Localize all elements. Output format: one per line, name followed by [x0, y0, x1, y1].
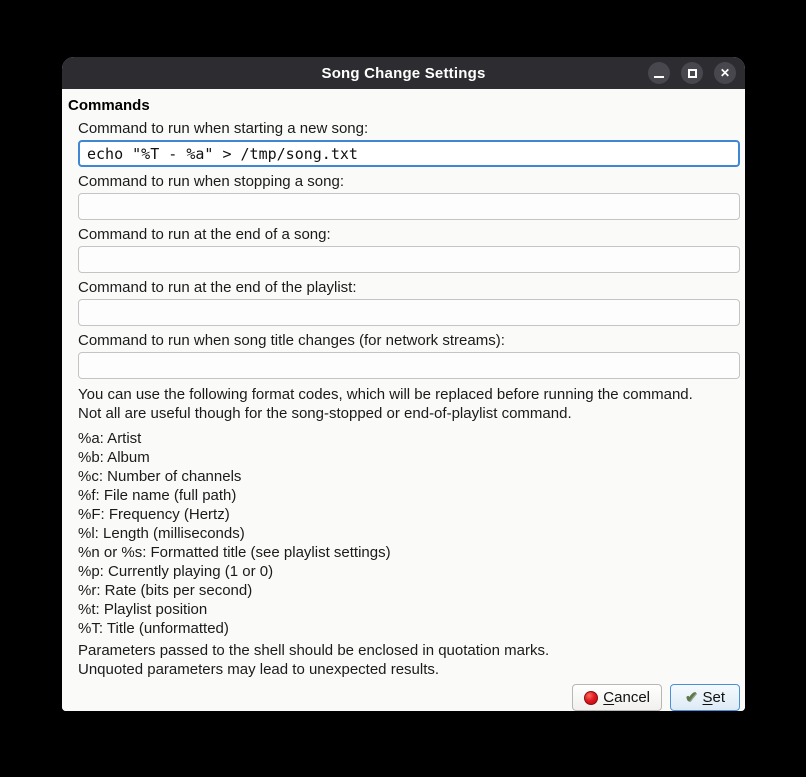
format-code-item: %r: Rate (bits per second) — [78, 582, 253, 599]
maximize-button[interactable] — [681, 62, 703, 84]
shell-quoting-warning — [78, 641, 740, 679]
fields-container — [78, 120, 740, 711]
input-title-change-command[interactable] — [78, 352, 740, 379]
titlebar[interactable] — [62, 57, 745, 89]
field-group-end-of-playlist — [78, 279, 740, 326]
field-group-end-of-song — [78, 226, 740, 273]
field-group-stop-song — [78, 173, 740, 220]
field-group-start-song — [78, 120, 740, 167]
input-end-of-playlist-command[interactable] — [78, 299, 740, 326]
close-button[interactable] — [714, 62, 736, 84]
label-start-song: Command to run when starting a new song: — [78, 120, 369, 137]
format-code-item: %t: Playlist position — [78, 601, 208, 618]
format-code-item: %c: Number of channels — [78, 468, 242, 485]
format-code-item: %l: Length (milliseconds) — [78, 525, 245, 542]
check-icon: ✔ — [684, 689, 698, 706]
dialog-content — [62, 89, 745, 711]
input-start-song-command[interactable] — [78, 140, 740, 167]
close-icon: ✕ — [719, 66, 731, 80]
minimize-icon — [654, 76, 664, 78]
field-group-title-change — [78, 332, 740, 379]
set-button-label: Set — [702, 689, 726, 706]
input-stop-song-command[interactable] — [78, 193, 740, 220]
input-end-of-song-command[interactable] — [78, 246, 740, 273]
set-button[interactable] — [670, 684, 740, 711]
minimize-button[interactable] — [648, 62, 670, 84]
label-title-change: Command to run when song title changes (for network streams): — [78, 332, 505, 349]
shell-quoting-warning-line1: Parameters passed to the shell should be enclosed in quotation marks. — [78, 642, 550, 659]
label-end-of-song: Command to run at the end of a song: — [78, 226, 331, 243]
format-codes-intro-line2: Not all are useful though for the song-stopped or end-of-playlist command. — [78, 405, 572, 422]
format-code-item: %a: Artist — [78, 430, 142, 447]
format-code-item: %f: File name (full path) — [78, 487, 237, 504]
label-stop-song: Command to run when stopping a song: — [78, 173, 344, 190]
cancel-button[interactable] — [572, 684, 662, 711]
cancel-button-label: Cancel — [603, 689, 650, 706]
window-controls — [648, 62, 736, 84]
dialog-button-row — [78, 684, 740, 711]
maximize-icon — [688, 69, 697, 78]
song-change-settings-dialog — [62, 57, 745, 711]
window-title: Song Change Settings — [321, 64, 486, 82]
format-codes-intro — [78, 385, 740, 423]
format-code-item: %n or %s: Formatted title (see playlist settings) — [78, 544, 391, 561]
format-code-item: %T: Title (unformatted) — [78, 620, 229, 637]
format-code-item: %F: Frequency (Hertz) — [78, 506, 230, 523]
format-code-item: %p: Currently playing (1 or 0) — [78, 563, 274, 580]
shell-quoting-warning-line2: Unquoted parameters may lead to unexpected results. — [78, 661, 440, 678]
format-codes-intro-line1: You can use the following format codes, which will be replaced before running the command. — [78, 386, 693, 403]
format-code-item: %b: Album — [78, 449, 150, 466]
section-title-commands: Commands — [68, 97, 150, 114]
format-codes-list — [78, 429, 740, 638]
stop-icon — [584, 691, 598, 705]
label-end-of-playlist: Command to run at the end of the playlist: — [78, 279, 357, 296]
